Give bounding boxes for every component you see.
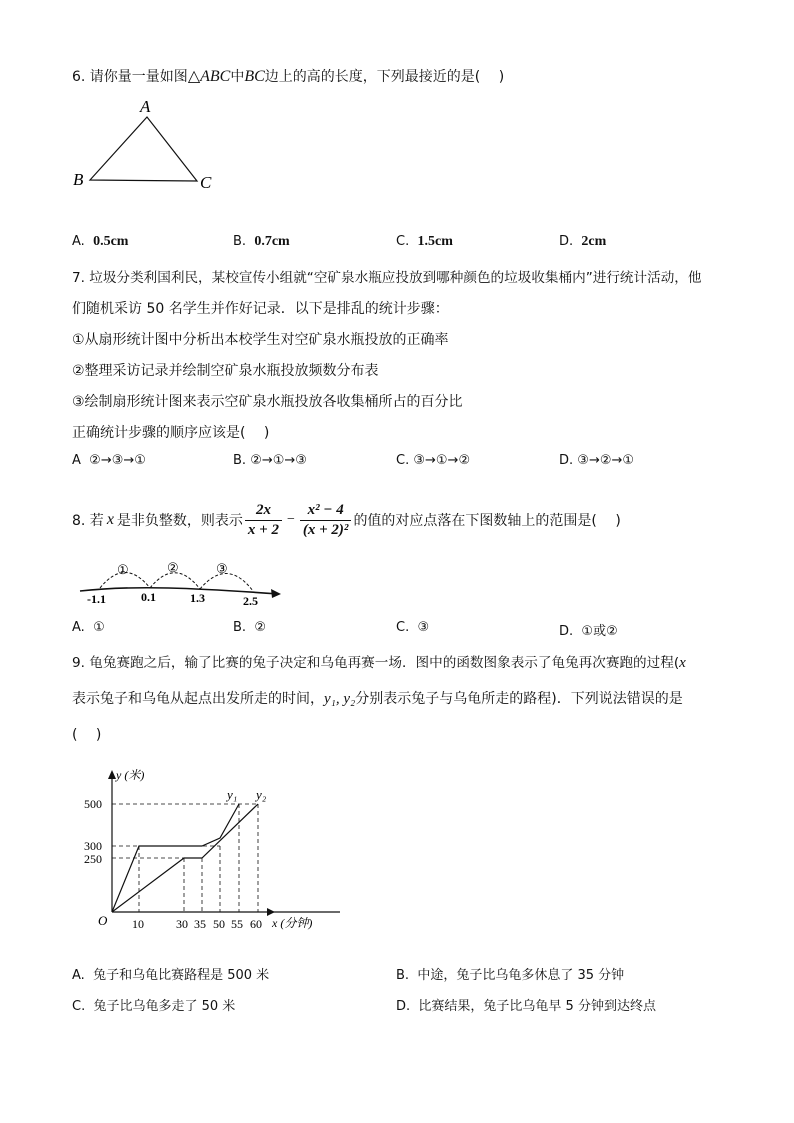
q6-option-d[interactable]: D. 2cm	[559, 234, 607, 249]
q8-number-line	[75, 555, 290, 610]
q6-option-a[interactable]: A. 0.5cm	[72, 234, 129, 249]
q9-y1-label: y₁	[227, 787, 238, 802]
q9-option-d[interactable]: D. 比赛结果，兔子比乌龟早 5 分钟到达终点	[396, 999, 656, 1014]
q9-line2: 表示兔子和乌龟从起点出发所走的时间，y₁, y₂分别表示兔子与乌龟所走的路程)．下列说法错误的是	[72, 691, 683, 707]
q7-option-a[interactable]: A ②→③→①	[72, 453, 146, 468]
q7-step2: ②整理采访记录并绘制空矿泉水瓶投放频数分布表	[72, 363, 379, 379]
q8-option-c[interactable]: C. ③	[396, 620, 430, 635]
q9-x-tick-60: 60	[250, 917, 262, 931]
q9-option-a[interactable]: A. 兔子和乌龟比赛路程是 500 米	[72, 968, 270, 983]
q7-question: 正确统计步骤的顺序应该是( )	[72, 425, 270, 441]
q6-triangle: △ABC	[187, 68, 231, 85]
q6-vertex-b: B	[73, 170, 84, 189]
q9-origin: O	[98, 913, 108, 928]
q9-y2-label: y₂	[256, 787, 267, 802]
q8-var: x	[106, 511, 114, 528]
q8-region-2: ②	[167, 560, 179, 575]
q8-axis-label-2: 0.1	[141, 590, 156, 604]
q9-x-axis-label: x (分钟)	[272, 916, 313, 930]
q8-stem: 8. 若 x 是非负整数，则表示 $\frac{2x}{x + 2}$ − $\frac{\text{x² − 4}}{\text{(x + 2)²}}$ 的值的对应点落在下图数轴上的范围是( )	[72, 501, 621, 538]
q9-graph	[80, 762, 340, 937]
q6-option-b[interactable]: B. 0.7cm	[233, 234, 290, 249]
q8-fraction-1: $\frac{2x}{x + 2}$	[245, 502, 282, 539]
q7-line1: 7. 垃圾分类利国利民，某校宣传小组就“空矿泉水瓶应投放到哪种颜色的垃圾收集桶内”进行统计活动，他	[72, 270, 702, 286]
q9-y-tick-500: 500	[84, 797, 102, 811]
q7-step3: ③绘制扇形统计图来表示空矿泉水瓶投放各收集桶所占的百分比	[72, 394, 463, 410]
q9-x-tick-30: 30	[176, 917, 188, 931]
q8-region-1: ①	[117, 562, 129, 577]
q9-x-tick-55: 55	[231, 917, 243, 931]
q9-line3: ( )	[72, 727, 102, 743]
q8-option-a[interactable]: A. ①	[72, 620, 105, 635]
q9-option-c[interactable]: C. 兔子比乌龟多走了 50 米	[72, 999, 236, 1014]
q6-vertex-c: C	[200, 173, 212, 192]
q9-x-tick-35: 35	[194, 917, 206, 931]
q8-option-d[interactable]: D. ①或②	[559, 624, 618, 639]
q9-y-tick-300: 300	[84, 839, 102, 853]
q6-vertex-a: A	[140, 97, 151, 116]
q9-option-b[interactable]: B. 中途，兔子比乌龟多休息了 35 分钟	[396, 968, 625, 983]
q7-option-c[interactable]: C. ③→①→②	[396, 453, 471, 468]
q6-stem: 6. 请你量一量如图△ABC中BC边上的高的长度，下列最接近的是( )	[72, 68, 505, 85]
q7-option-b[interactable]: B. ②→①→③	[233, 453, 307, 468]
q8-axis-label-4: 2.5	[243, 594, 258, 608]
q7-option-d[interactable]: D. ③→②→①	[559, 453, 635, 468]
q6-side: BC	[244, 68, 265, 85]
q8-region-3: ③	[216, 561, 228, 576]
q7-line2: 们随机采访 50 名学生并作好记录．以下是排乱的统计步骤：	[72, 301, 449, 317]
q8-option-b[interactable]: B. ②	[233, 620, 266, 635]
q8-axis-label-3: 1.3	[190, 591, 205, 605]
q6-option-c[interactable]: C. 1.5cm	[396, 234, 453, 249]
q8-fraction-2: $\frac{\text{x² − 4}}{\text{(x + 2)²}}$	[300, 502, 352, 539]
q9-x-tick-10: 10	[132, 917, 144, 931]
q9-x-tick-50: 50	[213, 917, 225, 931]
q9-line1: 9. 龟兔赛跑之后，输了比赛的兔子决定和乌龟再赛一场．图中的函数图象表示了龟兔再次赛跑的过程(x	[72, 655, 686, 671]
q9-y-tick-250: 250	[84, 852, 102, 866]
q9-y-axis-label: y (米)	[116, 768, 145, 782]
q6-triangle-figure	[60, 92, 230, 197]
q8-axis-label-1: -1.1	[87, 592, 106, 606]
q7-step1: ①从扇形统计图中分析出本校学生对空矿泉水瓶投放的正确率	[72, 332, 449, 348]
